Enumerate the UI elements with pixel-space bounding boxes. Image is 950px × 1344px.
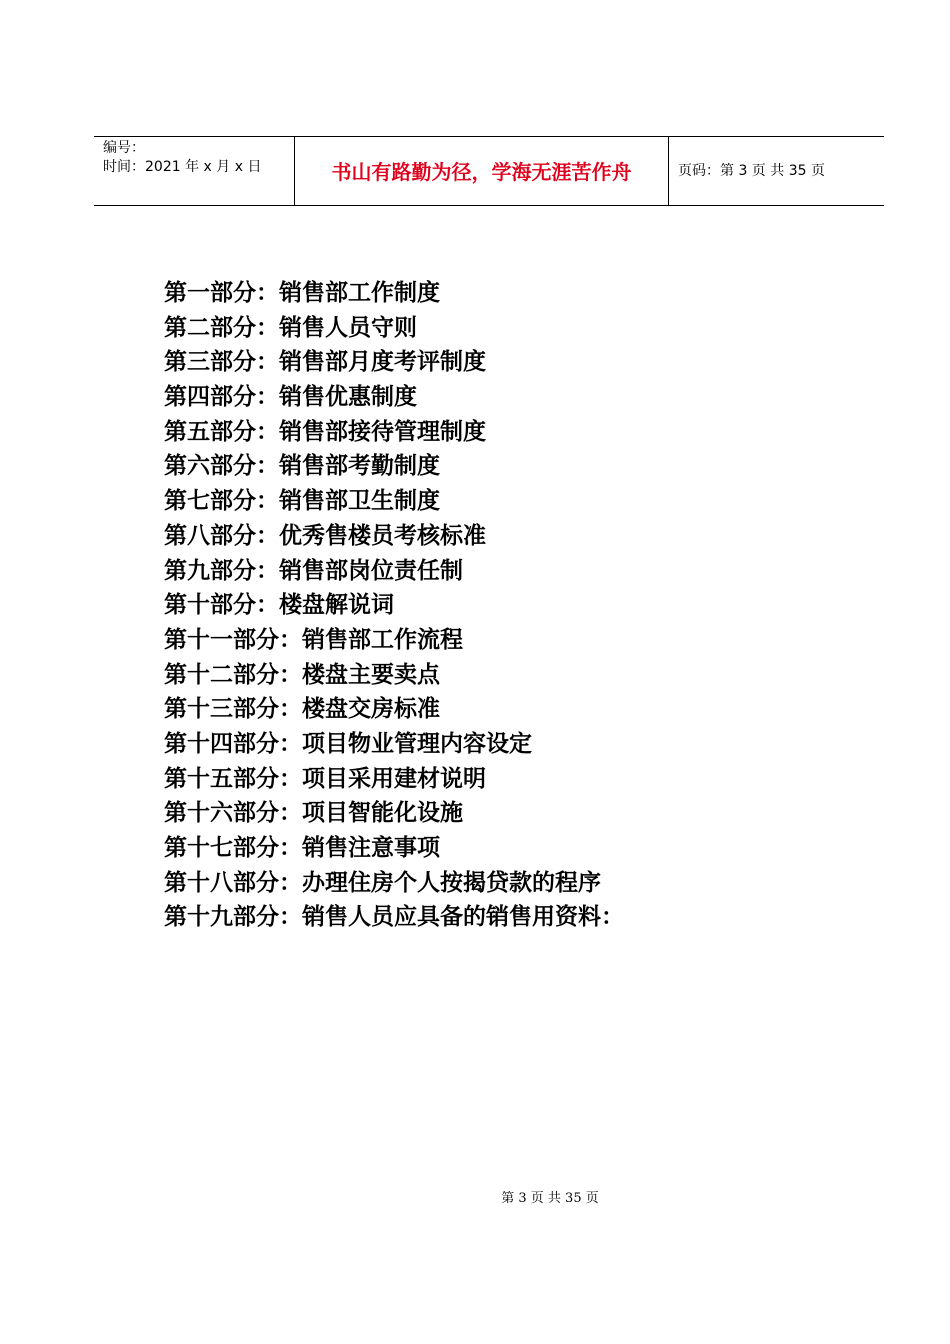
toc-item: 第四部分：销售优惠制度: [164, 383, 417, 411]
toc-item: 第二部分：销售人员守则: [164, 313, 417, 341]
header-info-cell: [94, 137, 295, 205]
toc-item: 第十一部分：销售部工作流程: [164, 625, 463, 653]
page-header: [94, 136, 884, 206]
toc-item: 第十五部分：项目采用建材说明: [164, 764, 486, 792]
toc-item: 第十七部分：销售注意事项: [164, 834, 440, 861]
doc-time-label: 时间：2021 年 x 月 x 日: [103, 159, 262, 175]
doc-number-label: 编号：: [103, 140, 145, 156]
toc-item: 第九部分：销售部岗位责任制: [164, 556, 463, 584]
page-footer: [0, 1190, 950, 1208]
toc-item: 第十九部分：销售人员应具备的销售用资料：: [164, 903, 624, 931]
table-of-contents: [164, 276, 804, 935]
header-page-cell: [669, 137, 884, 205]
toc-item: 第十部分：楼盘解说词: [164, 591, 394, 619]
header-motto-cell: [295, 137, 669, 205]
toc-item: 第十二部分：楼盘主要卖点: [164, 660, 440, 688]
toc-item: 第十六部分：项目智能化设施: [164, 799, 463, 827]
toc-item: 第七部分：销售部卫生制度: [164, 487, 440, 515]
toc-item: 第八部分：优秀售楼员考核标准: [164, 521, 486, 549]
toc-item: 第十四部分：项目物业管理内容设定: [164, 729, 532, 757]
toc-item: 第三部分：销售部月度考评制度: [164, 348, 486, 376]
footer-page-number: 第 3 页 共 35 页: [501, 1191, 599, 1206]
toc-item: 第一部分：销售部工作制度: [164, 279, 440, 306]
toc-item: 第十三部分：楼盘交房标准: [164, 695, 440, 723]
header-page-code: 页码：第 3 页 共 35 页: [678, 163, 825, 179]
toc-item: 第十八部分：办理住房个人按揭贷款的程序: [164, 868, 601, 896]
toc-item: 第六部分：销售部考勤制度: [164, 452, 440, 480]
toc-item: 第五部分：销售部接待管理制度: [164, 417, 486, 445]
header-motto: 书山有路勤为径，学海无涯苦作舟: [331, 160, 632, 184]
